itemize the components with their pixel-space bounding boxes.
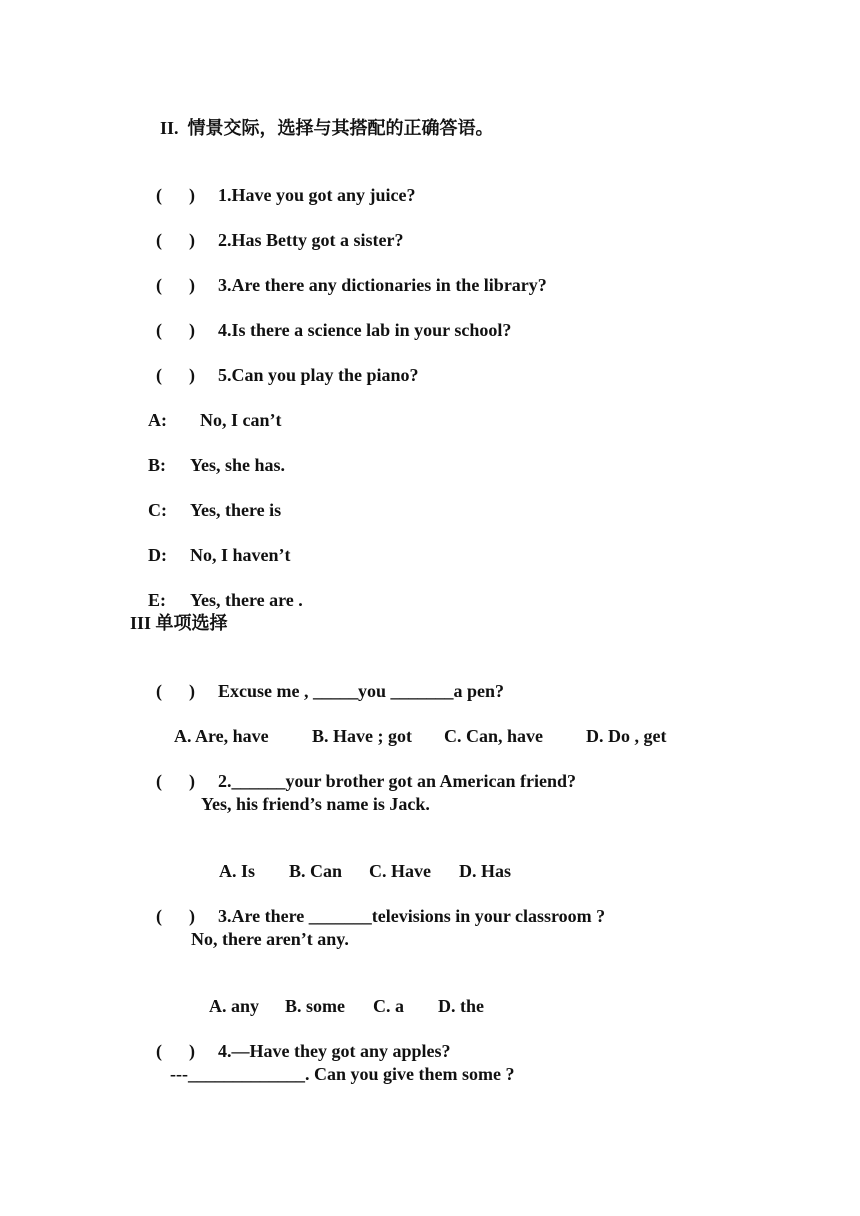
question-text: 5.Can you play the piano? [218,365,419,385]
answer-blank[interactable]: ( ) [156,320,195,340]
answer-text: No, I can’t [200,410,282,430]
choice-option: B. some [285,996,345,1016]
reply-text: Yes, his friend’s name is Jack. [201,794,430,814]
answer-letter: A: [148,410,167,430]
choice-option: C. Have [369,861,431,881]
choice-option: A. Is [219,861,256,881]
question-text: 1.Have you got any juice? [218,185,416,205]
choice-option: D. Do , get [586,726,667,746]
choice-option: B. Have ; got [312,726,412,746]
choice-option: A. any [209,996,260,1016]
answer-blank[interactable]: ( ) [156,365,195,385]
reply-text: No, there aren’t any. [191,929,349,949]
question-text: 3.Are there _______televisions in your classroom ? [218,906,606,926]
answer-letter: D: [148,545,167,565]
reply-text: ---_____________. Can you give them some ? [170,1064,515,1084]
answer-letter: C: [148,500,167,520]
question-text: 4.Is there a science lab in your school? [218,320,512,340]
answer-blank[interactable]: ( ) [156,230,195,250]
section-3-heading: III 单项选择 [130,613,228,633]
question-text: Excuse me , _____you _______a pen? [218,681,505,701]
choice-option: C. a [373,996,404,1016]
answer-letter: B: [148,455,166,475]
choice-option: B. Can [289,861,343,881]
answer-text: Yes, there is [190,500,282,520]
answer-blank[interactable]: ( ) [156,906,195,926]
answer-blank[interactable]: ( ) [156,275,195,295]
answer-blank[interactable]: ( ) [156,771,195,791]
answer-blank[interactable]: ( ) [156,1041,195,1061]
answer-blank[interactable]: ( ) [156,681,195,701]
choice-option: D. Has [459,861,512,881]
answer-text: No, I haven’t [190,545,291,565]
question-text: 2.______your brother got an American friend? [218,771,576,791]
question-text: 4.—Have they got any apples? [218,1041,451,1061]
question-text: 3.Are there any dictionaries in the library? [218,275,547,295]
answer-text: Yes, there are . [190,590,303,610]
answer-letter: E: [148,590,166,610]
question-text: 2.Has Betty got a sister? [218,230,404,250]
choice-option: A. Are, have [174,726,269,746]
section-2-heading: II. 情景交际，选择与其搭配的正确答语。 [160,118,494,138]
choice-option: D. the [438,996,484,1016]
answer-blank[interactable]: ( ) [156,185,195,205]
answer-text: Yes, she has. [190,455,286,475]
choice-option: C. Can, have [444,726,544,746]
